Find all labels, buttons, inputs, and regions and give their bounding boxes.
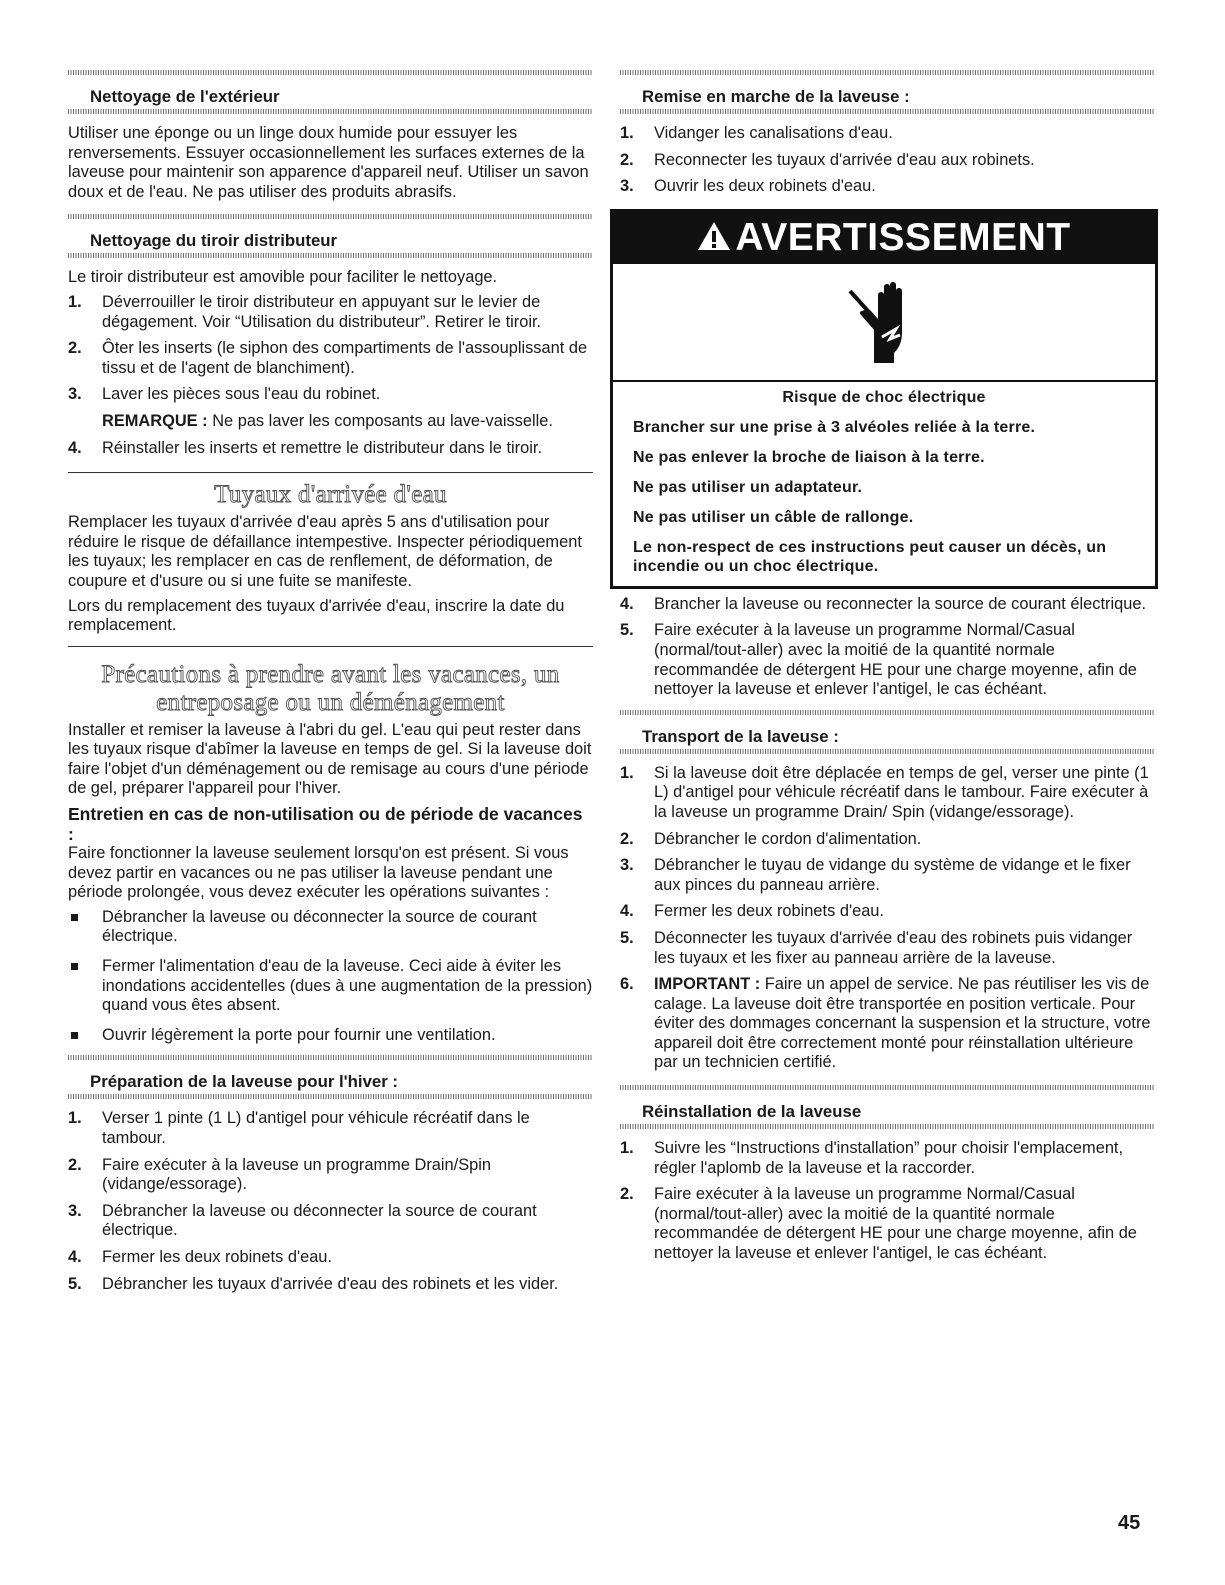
list-item: 1. Si la laveuse doit être déplacée en temps de gel, verser une pinte (1 L) d'antigel pour véhicule récréatif dans le tambour. Faire exécuter à la laveuse un programme Drain/ Spin (vidange/essorage). (620, 763, 1149, 821)
list-item: 5. Faire exécuter à la laveuse un programme Normal/Casual (normal/tout-aller) avec la moitié de la quantité normale recommandée de détergent HE pour une charge moyenne, afin de nettoyer la laveuse et enlever l'antigel, le cas échéant. (620, 621, 1137, 699)
warning-line: Brancher sur une prise à 3 alvéoles reliée à la terre. (633, 418, 1036, 436)
section-header-drawer (68, 214, 593, 258)
warning-line: Ne pas utiliser un adaptateur. (633, 478, 863, 496)
list-item: 4. Brancher la laveuse ou reconnecter la source de courant électrique. (620, 594, 1147, 613)
drawer-steps-cont (68, 439, 593, 459)
list-item: 1. Vidanger les canalisations d'eau. (620, 124, 893, 142)
bullet-square-icon (71, 914, 78, 921)
warning-box (610, 209, 1158, 589)
section-divider (68, 646, 593, 647)
vacation-bullets (68, 908, 593, 1046)
bullet-square-icon (71, 1032, 78, 1039)
heading-winter-prep: Préparation de la laveuse pour l'hiver : (90, 1072, 399, 1092)
hoses-paragraph-1: Remplacer les tuyaux d'arrivée d'eau après 5 ans d'utilisation pour réduire le risque de défaillance intempestive. Inspecter périodiquement les tuyaux; les remplacer en cas de renflement, de déformation, de coupure et d'usure ou si une fuite se manifeste. (68, 513, 582, 590)
list-item: 4. Fermer les deux robinets d'eau. (620, 902, 884, 921)
warning-pictogram (613, 264, 1155, 382)
drawer-intro: Le tiroir distributeur est amovible pour faciliter le nettoyage. (68, 268, 498, 287)
list-item: Ouvrir légèrement la porte pour fournir une ventilation. (68, 1026, 593, 1046)
reinstall-steps (620, 1139, 1155, 1264)
list-item: 2. Ôter les inserts (le siphon des compartiments de l'assouplissant de tissu et de l'agent de blanchiment). (68, 339, 588, 377)
warning-title: AVERTISSEMENT (735, 215, 1071, 259)
heading-vacation-2: entreposage ou un déménagement (156, 688, 505, 716)
section-header-transport (620, 710, 1155, 754)
list-item: 2. Faire exécuter à la laveuse un programme Drain/Spin (vidange/essorage). (68, 1155, 492, 1194)
restart-steps-cont (620, 595, 1155, 700)
section-divider (68, 472, 593, 473)
list-item: 2. Reconnecter les tuyaux d'arrivée d'eau aux robinets. (620, 150, 1035, 169)
bullet-square-icon (71, 963, 78, 970)
transport-steps (620, 764, 1155, 1073)
winter-steps (68, 1109, 593, 1294)
heading-exterior-cleaning: Nettoyage de l'extérieur (90, 87, 280, 106)
heading-vacation-1: Précautions à prendre avant les vacances, un (101, 660, 560, 688)
list-item: 1. Verser 1 pinte (1 L) d'antigel pour véhicule récréatif dans le tambour. (68, 1109, 530, 1147)
list-item: 1. Suivre les “Instructions d'installation” pour choisir l'emplacement, régler l'aplomb de la laveuse et la raccorder. (620, 1139, 1124, 1177)
heading-drawer-cleaning: Nettoyage du tiroir distributeur (90, 231, 338, 251)
dotted-rule (68, 109, 593, 114)
heading-transport: Transport de la laveuse : (642, 726, 839, 746)
left-column (68, 70, 593, 1301)
heading-reinstall: Réinstallation de la laveuse (642, 1102, 862, 1122)
section-header-exterior (68, 70, 593, 114)
drawer-steps (68, 293, 593, 405)
heading-vacation-maintenance: Entretien en cas de non-utilisation ou de période de vacances : (68, 804, 583, 845)
dotted-rule (620, 1124, 1155, 1129)
electric-shock-hand-icon (844, 277, 924, 367)
hoses-paragraph-2: Lors du remplacement des tuyaux d'arrivée d'eau, inscrire la date du remplacement. (68, 596, 565, 635)
warning-triangle-icon (697, 213, 731, 265)
list-item: 4. Fermer les deux robinets d'eau. (68, 1247, 332, 1266)
list-item: 5. Déconnecter les tuyaux d'arrivée d'eau des robinets puis vidanger les tuyaux et les fixer au panneau arrière de la laveuse. (620, 928, 1133, 967)
list-item: 2. Faire exécuter à la laveuse un programme Normal/Casual (normal/tout-aller) avec la moitié de la quantité normale recommandée de détergent HE pour une charge moyenne, afin de nettoyer la laveuse et enlever l'antigel, le cas échéant. (620, 1185, 1137, 1263)
exterior-text: Utiliser une éponge ou un linge doux humide pour essuyer les renversements. Essuyer occasionnellement les surfaces externes de la laveuse pour maintenir son apparence d'appareil neuf. Utiliser un savon doux et de l'eau. Ne pas utiliser des produits abrasifs. (68, 124, 589, 201)
list-item: 6. IMPORTANT : Faire un appel de service. Ne pas réutiliser les vis de calage. La laveuse doit être transportée en position verticale. Pour éviter des dommages concernant la suspension et la structure, votre appareil doit être correctement monté pour réinstallation ultérieure par un technicien certifié. (620, 975, 1151, 1072)
warning-line: Ne pas enlever la broche de liaison à la terre. (633, 448, 985, 466)
dotted-rule (68, 1094, 593, 1099)
section-header-winter (68, 1055, 593, 1099)
list-item: 1. Déverrouiller le tiroir distributeur en appuyant sur le levier de dégagement. Voir “Utilisation du distributeur”. Retirer le tiroir. (68, 292, 542, 331)
list-item: 4. Réinstaller les inserts et remettre le distributeur dans le tiroir. (68, 438, 542, 457)
warning-line: Ne pas utiliser un câble de rallonge. (633, 508, 914, 526)
list-item: 2. Débrancher le cordon d'alimentation. (620, 829, 922, 848)
list-item: 3. Débrancher la laveuse ou déconnecter la source de courant électrique. (68, 1201, 537, 1240)
warning-body (613, 382, 1155, 586)
list-item: Débrancher la laveuse ou déconnecter la source de courant électrique. (68, 908, 593, 947)
list-item: 5. Débrancher les tuyaux d'arrivée d'eau des robinets et les vider. (68, 1274, 559, 1293)
restart-steps (620, 124, 1155, 197)
warning-header (613, 212, 1155, 264)
drawer-note: REMARQUE : Ne pas laver les composants au lave-vaisselle. (102, 411, 553, 430)
dotted-rule (620, 749, 1155, 754)
section-header-restart (620, 70, 1155, 114)
list-item: 3. Ouvrir les deux robinets d'eau. (620, 177, 876, 196)
vacation-paragraph-2: Faire fonctionner la laveuse seulement lorsqu'on est présent. Si vous devez partir en vacances ou ne pas utiliser la laveuse pendant une période prolongée, vous devez exécuter les opérations suivantes : (68, 844, 569, 902)
list-item: Fermer l'alimentation d'eau de la laveuse. Ceci aide à éviter les inondations accidentelles (dues à une augmentation de la pression) quand vous êtes absent. (68, 957, 593, 1016)
right-column (620, 70, 1155, 1271)
list-item: 3. Laver les pièces sous l'eau du robinet. (68, 385, 381, 404)
warning-consequence: Le non-respect de ces instructions peut causer un décès, un incendie ou un choc électrique. (633, 538, 1107, 575)
dotted-rule (620, 109, 1155, 114)
section-header-reinstall (620, 1085, 1155, 1129)
vacation-paragraph-1: Installer et remiser la laveuse à l'abri du gel. L'eau qui peut rester dans les tuyaux risque d'abîmer la laveuse en temps de gel. Si la laveuse doit faire l'objet d'un déménagement ou de remisage au cours d'une période de gel, préparer l'appareil pour l'hiver. (68, 720, 592, 798)
list-item: 3. Débrancher le tuyau de vidange du système de vidange et le fixer aux pinces du panneau arrière. (620, 856, 1131, 894)
heading-restart: Remise en marche de la laveuse : (642, 87, 910, 106)
heading-water-hoses: Tuyaux d'arrivée d'eau (214, 481, 447, 509)
dotted-rule (68, 253, 593, 258)
warning-hazard: Risque de choc électrique (782, 388, 986, 406)
page-number: 45 (1118, 1512, 1141, 1534)
